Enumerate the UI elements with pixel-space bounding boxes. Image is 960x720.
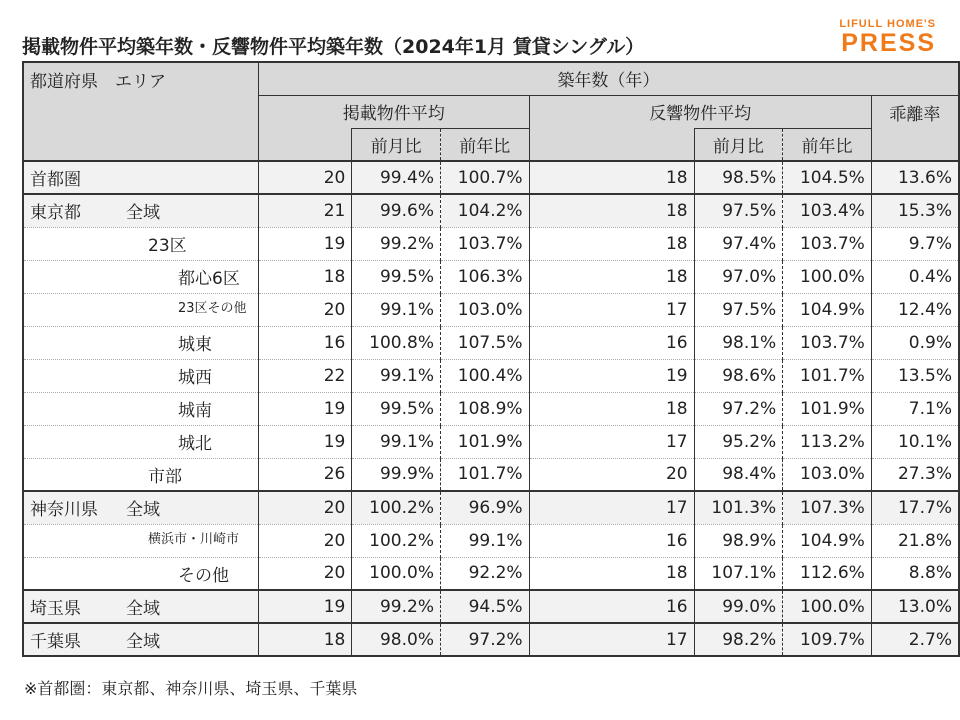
table-row	[23, 161, 959, 194]
response-yoy-cell: 113.2%	[783, 425, 872, 458]
response-years-cell: 18	[529, 260, 694, 293]
response-mom-cell: 98.9%	[694, 524, 783, 557]
prefecture-label: 埼玉県	[30, 599, 81, 619]
response-yoy-cell: 103.7%	[783, 227, 872, 260]
listed-mom-cell: 99.6%	[352, 194, 441, 227]
listed-yoy-cell: 107.5%	[440, 326, 529, 359]
prefecture-label: 千葉県	[30, 632, 81, 652]
area-label: 23区	[148, 236, 187, 256]
listed-yoy-cell: 94.5%	[440, 590, 529, 623]
response-years-cell: 18	[529, 227, 694, 260]
listed-yoy-cell: 106.3%	[440, 260, 529, 293]
listed-yoy-cell: 103.7%	[440, 227, 529, 260]
response-years-cell: 18	[529, 161, 694, 194]
response-yoy-cell: 104.9%	[783, 293, 872, 326]
response-years-cell: 17	[529, 425, 694, 458]
area-label: 全域	[126, 599, 160, 619]
response-mom-cell: 99.0%	[694, 590, 783, 623]
listed-mom-cell: 100.2%	[352, 524, 441, 557]
region-cell	[23, 392, 258, 425]
header-region: 都道府県 エリア	[23, 62, 258, 161]
table-row	[23, 557, 959, 590]
listed-years-cell: 20	[258, 557, 351, 590]
area-label: 23区その他	[178, 301, 247, 316]
area-label: 市部	[148, 466, 182, 487]
listed-mom-cell: 99.1%	[352, 359, 441, 392]
deviation-rate-cell: 13.5%	[871, 359, 959, 392]
footnote: ※首都圏：東京都、神奈川県、埼玉県、千葉県	[24, 679, 358, 698]
response-yoy-cell: 103.7%	[783, 326, 872, 359]
listed-mom-cell: 98.0%	[352, 623, 441, 656]
listed-yoy-cell: 96.9%	[440, 491, 529, 524]
region-cell	[23, 425, 258, 458]
response-yoy-cell: 104.9%	[783, 524, 872, 557]
prefecture-label: 首都圏	[30, 170, 81, 190]
response-years-cell: 17	[529, 623, 694, 656]
logo-line1: LIFULL HOME'S	[839, 18, 936, 30]
table-row	[23, 359, 959, 392]
prefecture-label: 神奈川県	[30, 500, 98, 521]
listed-years-cell: 21	[258, 194, 351, 227]
region-cell	[23, 491, 258, 524]
listed-mom-cell: 100.0%	[352, 557, 441, 590]
page-title: 掲載物件平均築年数・反響物件平均築年数（2024年1月 賃貸シングル）	[22, 36, 645, 58]
listed-years-cell: 16	[258, 326, 351, 359]
response-mom-cell: 98.2%	[694, 623, 783, 656]
deviation-rate-cell: 27.3%	[871, 458, 959, 491]
area-label: 全域	[126, 203, 160, 224]
listed-yoy-cell: 100.7%	[440, 161, 529, 194]
response-mom-cell: 98.5%	[694, 161, 783, 194]
region-cell	[23, 227, 258, 260]
deviation-rate-cell: 0.9%	[871, 326, 959, 359]
prefecture-label: 東京都	[30, 203, 81, 224]
region-cell	[23, 161, 258, 194]
area-label: 全域	[126, 500, 160, 521]
area-label: 城東	[178, 335, 212, 355]
listed-mom-cell: 99.1%	[352, 425, 441, 458]
listed-mom-cell: 99.1%	[352, 293, 441, 326]
table-row	[23, 623, 959, 656]
header-listed-mom: 前月比	[352, 128, 441, 161]
response-mom-cell: 95.2%	[694, 425, 783, 458]
region-cell	[23, 623, 258, 656]
listed-mom-cell: 99.2%	[352, 590, 441, 623]
header-response-mom: 前月比	[694, 128, 783, 161]
table-row	[23, 260, 959, 293]
response-years-cell: 18	[529, 194, 694, 227]
response-yoy-cell: 101.7%	[783, 359, 872, 392]
logo-line2: PRESS	[841, 29, 936, 57]
response-mom-cell: 97.5%	[694, 293, 783, 326]
deviation-rate-cell: 7.1%	[871, 392, 959, 425]
region-cell	[23, 590, 258, 623]
deviation-rate-cell: 10.1%	[871, 425, 959, 458]
header-years: 築年数（年）	[258, 62, 959, 95]
response-yoy-cell: 100.0%	[783, 260, 872, 293]
table-row	[23, 524, 959, 557]
listed-yoy-cell: 103.0%	[440, 293, 529, 326]
deviation-rate-cell: 13.6%	[871, 161, 959, 194]
table-row	[23, 425, 959, 458]
listed-years-cell: 20	[258, 293, 351, 326]
response-mom-cell: 107.1%	[694, 557, 783, 590]
region-cell	[23, 260, 258, 293]
response-years-cell: 16	[529, 326, 694, 359]
area-label: 城西	[178, 368, 212, 388]
response-yoy-cell: 112.6%	[783, 557, 872, 590]
listed-years-cell: 22	[258, 359, 351, 392]
listed-mom-cell: 100.8%	[352, 326, 441, 359]
response-yoy-cell: 107.3%	[783, 491, 872, 524]
listed-years-cell: 19	[258, 425, 351, 458]
header-response-avg: 反響物件平均	[529, 95, 871, 128]
listed-yoy-cell: 99.1%	[440, 524, 529, 557]
listed-yoy-cell: 97.2%	[440, 623, 529, 656]
header-listed-avg: 掲載物件平均	[258, 95, 529, 128]
listed-yoy-cell: 100.4%	[440, 359, 529, 392]
region-cell	[23, 359, 258, 392]
response-mom-cell: 98.4%	[694, 458, 783, 491]
area-label: 都心6区	[178, 269, 240, 289]
deviation-rate-cell: 2.7%	[871, 623, 959, 656]
header-listed-yoy: 前年比	[440, 128, 529, 161]
response-mom-cell: 98.1%	[694, 326, 783, 359]
deviation-rate-cell: 8.8%	[871, 557, 959, 590]
listed-years-cell: 19	[258, 392, 351, 425]
deviation-rate-cell: 0.4%	[871, 260, 959, 293]
response-mom-cell: 97.2%	[694, 392, 783, 425]
region-cell	[23, 293, 258, 326]
table-row	[23, 392, 959, 425]
listed-mom-cell: 99.5%	[352, 392, 441, 425]
region-cell	[23, 326, 258, 359]
listed-mom-cell: 99.9%	[352, 458, 441, 491]
listed-years-cell: 20	[258, 161, 351, 194]
response-mom-cell: 98.6%	[694, 359, 783, 392]
listed-mom-cell: 99.5%	[352, 260, 441, 293]
response-mom-cell: 97.5%	[694, 194, 783, 227]
area-label: その他	[178, 565, 229, 586]
response-years-cell: 16	[529, 590, 694, 623]
response-years-cell: 18	[529, 392, 694, 425]
listed-yoy-cell: 101.9%	[440, 425, 529, 458]
response-mom-cell: 101.3%	[694, 491, 783, 524]
listed-mom-cell: 99.2%	[352, 227, 441, 260]
listed-yoy-cell: 104.2%	[440, 194, 529, 227]
listed-yoy-cell: 108.9%	[440, 392, 529, 425]
listed-mom-cell: 99.4%	[352, 161, 441, 194]
area-label: 全域	[126, 632, 160, 652]
response-yoy-cell: 104.5%	[783, 161, 872, 194]
area-label: 城南	[178, 401, 212, 421]
listed-years-cell: 18	[258, 623, 351, 656]
region-cell	[23, 194, 258, 227]
listed-mom-cell: 100.2%	[352, 491, 441, 524]
response-yoy-cell: 103.0%	[783, 458, 872, 491]
response-mom-cell: 97.4%	[694, 227, 783, 260]
region-cell	[23, 458, 258, 491]
region-cell	[23, 557, 258, 590]
data-table	[22, 61, 960, 657]
listed-years-cell: 20	[258, 524, 351, 557]
deviation-rate-cell: 21.8%	[871, 524, 959, 557]
response-years-cell: 17	[529, 293, 694, 326]
response-yoy-cell: 100.0%	[783, 590, 872, 623]
table-row	[23, 293, 959, 326]
response-years-cell: 16	[529, 524, 694, 557]
deviation-rate-cell: 15.3%	[871, 194, 959, 227]
brand-logo	[839, 18, 936, 56]
header-deviation: 乖離率	[871, 95, 959, 161]
header-response-yoy: 前年比	[783, 128, 872, 161]
table-row	[23, 194, 959, 227]
listed-yoy-cell: 101.7%	[440, 458, 529, 491]
listed-years-cell: 26	[258, 458, 351, 491]
listed-years-cell: 19	[258, 590, 351, 623]
response-yoy-cell: 101.9%	[783, 392, 872, 425]
deviation-rate-cell: 13.0%	[871, 590, 959, 623]
listed-yoy-cell: 92.2%	[440, 557, 529, 590]
area-label: 横浜市・川崎市	[148, 532, 240, 547]
deviation-rate-cell: 12.4%	[871, 293, 959, 326]
response-years-cell: 18	[529, 557, 694, 590]
table-row	[23, 458, 959, 491]
listed-years-cell: 20	[258, 491, 351, 524]
listed-years-cell: 19	[258, 227, 351, 260]
response-yoy-cell: 103.4%	[783, 194, 872, 227]
listed-years-cell: 18	[258, 260, 351, 293]
table-row	[23, 326, 959, 359]
response-years-cell: 20	[529, 458, 694, 491]
response-years-cell: 19	[529, 359, 694, 392]
response-years-cell: 17	[529, 491, 694, 524]
deviation-rate-cell: 17.7%	[871, 491, 959, 524]
table-row	[23, 491, 959, 524]
deviation-rate-cell: 9.7%	[871, 227, 959, 260]
table-row	[23, 590, 959, 623]
region-cell	[23, 524, 258, 557]
table-row	[23, 227, 959, 260]
response-mom-cell: 97.0%	[694, 260, 783, 293]
area-label: 城北	[178, 434, 212, 454]
response-yoy-cell: 109.7%	[783, 623, 872, 656]
